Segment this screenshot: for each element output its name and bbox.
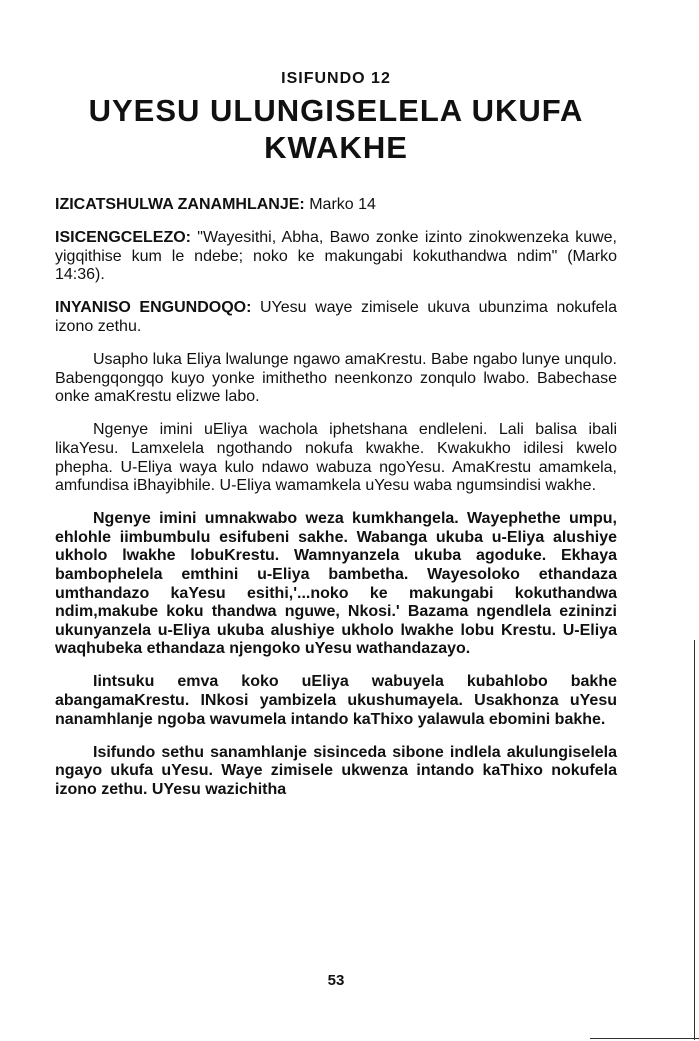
- page-number: 53: [327, 972, 345, 989]
- lesson-title: [55, 92, 617, 166]
- lesson-title-line-1: UYESU ULUNGISELELA UKUFA: [88, 93, 584, 128]
- readings-text: Marko 14: [304, 196, 376, 213]
- readings-label: IZICATSHULWA ZANAMHLANJE:: [55, 196, 305, 213]
- readings-paragraph: [55, 196, 617, 215]
- memory-verse-label: ISICENGCELEZO:: [55, 229, 192, 247]
- page-edge-bottom: [590, 1038, 699, 1039]
- main-truth-label: INYANISO ENGUNDOQO:: [55, 299, 252, 317]
- story-paragraph-5: Isifundo sethu sanamhlanje sisinceda sibone indlela akulungiselela ngayo ukufa uYesu. Waye zimisele ukwenza intando kaThixo nokufela izono zethu. UYesu wazichitha: [55, 743, 617, 798]
- lesson-body: [55, 196, 617, 814]
- story-paragraph-4: Iintsuku emva koko uEliya wabuyela kubahlobo bakhe abangamaKrestu. INkosi yambizela ukushumayela. Usakhonza uYesu nanamhlanje ngoba wavumela intando kaThixo yalawula ebomini bakhe.: [55, 673, 617, 728]
- story-paragraph-2: Ngenye imini uEliya wachola iphetshana endleleni. Lali balisa ibali likaYesu. Lamxelela ngothando nokufa kwakhe. Kwakukho idilesi kwelo phepha. U-Eliya waya kulo ndawo wabuza ngoYesu. AmaKrestu amamkela, amfundisa iBhayibhile. U-Eliya wamamkela uYesu waba ngumsindisi wakhe.: [55, 421, 617, 495]
- book-page: [55, 0, 617, 1041]
- story-paragraph-1: Usapho luka Eliya lwalunge ngawo amaKrestu. Babe ngabo lunye unqulo. Babengqongqo kuyo yonke imithetho neenkonzo zonqulo lwabo. Babechase onke amaKrestu elizwe labo.: [55, 351, 617, 406]
- story-paragraph-3: Ngenye imini umnakwabo weza kumkhangela. Wayephethe umpu, ehlohle iimbumbulu esifubeni sakhe. Wabanga ukuba u-Eliya alushiye ukholo lwakhe lobuKrestu. Wamnyanzela ukuba agoduke. Ekhaya bambophelela emthini u-Eliya bambetha. Wayesoloko ethandaza umthandazo kaYesu esithi,'...noko ke makungabi kokuthandwa ndim,makube koku thandwa nguwe, Nkosi.' Bazama ngendlela ezininzi ukunyanzela u-Eliya ukuba alushiye ukholo lwakhe lobu Krestu. U-Eliya waqhubeka ethandaza njengoko uYesu wathandazayo.: [55, 510, 617, 658]
- main-truth-text: UYesu waye zimisele ukuva ubunzima nokufela izono zethu.: [55, 299, 617, 335]
- main-truth-paragraph: [55, 299, 617, 336]
- lesson-title-line-2: KWAKHE: [264, 130, 408, 165]
- page-edge-right: [694, 640, 695, 1040]
- memory-verse-text: "Wayesithi, Abha, Bawo zonke izinto zinokwenzeka kuwe, yigqithise kum le ndebe; noko ke makungabi kokuthandwa ndim" (Marko 14:36).: [55, 229, 617, 284]
- memory-verse-paragraph: [55, 229, 617, 285]
- lesson-label: ISIFUNDO 12: [281, 70, 391, 87]
